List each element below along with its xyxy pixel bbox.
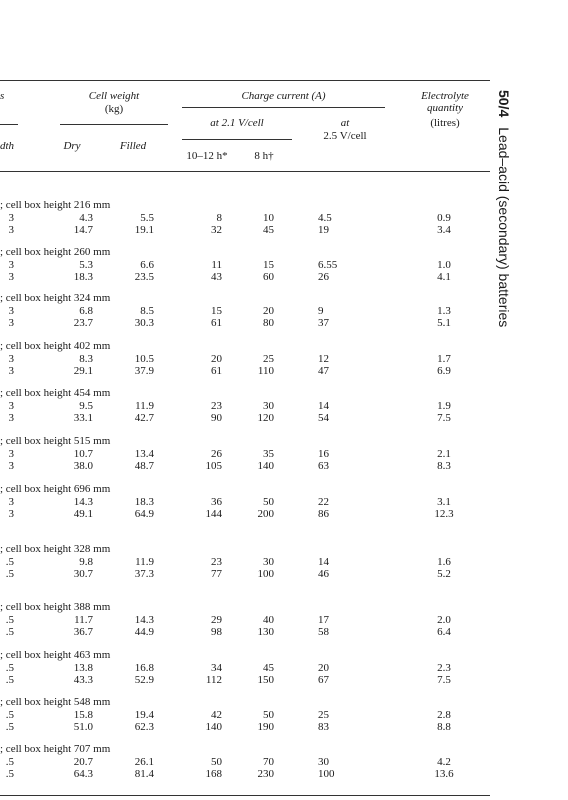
dry-weight: 33.1 [73, 412, 93, 424]
charge-25v: 6.55 [318, 259, 338, 271]
width-value: .5 [5, 756, 14, 768]
charge-8h: 45 [263, 662, 274, 674]
charge-8h: 50 [263, 709, 274, 721]
charge-25v: 47 [318, 365, 329, 377]
group-caption: ; cell box height 388 mm [0, 601, 111, 613]
charge-8h: 230 [257, 768, 274, 780]
charge-25v: 100 [318, 768, 335, 780]
electrolyte-litres: 13.6 [434, 768, 454, 780]
charge-25v: 86 [318, 508, 329, 520]
charge-10-12h: 61 [211, 365, 222, 377]
charge-10-12h: 11 [211, 259, 222, 271]
width-value: 3 [8, 448, 14, 460]
charge-10-12h: 23 [211, 556, 222, 568]
charge-25v: 12 [318, 353, 329, 365]
filled-weight: 18.3 [134, 496, 154, 508]
charge-8h: 100 [257, 568, 274, 580]
filled-weight: 19.1 [134, 224, 154, 236]
charge-8h: 120 [257, 412, 274, 424]
group-caption: ; cell box height 696 mm [0, 483, 111, 495]
hours-10-12-header: 10–12 h* [186, 150, 228, 162]
electrolyte-litres: 1.9 [437, 400, 451, 412]
electrolyte-quantity-header: quantity [426, 102, 464, 114]
page-number: 50/4 [496, 90, 512, 118]
electrolyte-litres: 1.3 [437, 305, 451, 317]
electrolyte-litres: 8.8 [437, 721, 451, 733]
dry-weight: 64.3 [73, 768, 93, 780]
filled-weight: 11.9 [135, 556, 154, 568]
charge-25v: 17 [318, 614, 329, 626]
group-caption: ; cell box height 260 mm [0, 246, 111, 258]
charge-10-12h: 43 [211, 271, 222, 283]
charge-current-header: Charge current (A) [241, 90, 326, 102]
charge-10-12h: 98 [211, 626, 222, 638]
truncated-header-top: s [0, 90, 5, 102]
width-value: .5 [5, 674, 14, 686]
group-caption: ; cell box height 548 mm [0, 696, 111, 708]
charge-25v: 67 [318, 674, 329, 686]
filled-weight: 6.6 [140, 259, 154, 271]
charge-8h: 80 [263, 317, 274, 329]
dry-weight: 15.8 [73, 709, 93, 721]
charge-10-12h: 168 [205, 768, 222, 780]
charge-25v: 58 [318, 626, 329, 638]
charge-8h: 20 [263, 305, 274, 317]
filled-weight: 26.1 [134, 756, 154, 768]
at-25-header-line2: 2.5 V/cell [323, 130, 367, 142]
charge-10-12h: 20 [211, 353, 222, 365]
charge-25v: 46 [318, 568, 329, 580]
filled-weight: 30.3 [134, 317, 154, 329]
filled-weight: 44.9 [134, 626, 154, 638]
dry-weight: 36.7 [73, 626, 93, 638]
electrolyte-header: Electrolyte [421, 90, 469, 102]
filled-weight: 81.4 [134, 768, 154, 780]
group-caption: ; cell box height 324 mm [0, 292, 111, 304]
charge-25v: 54 [318, 412, 329, 424]
charge-8h: 50 [263, 496, 274, 508]
charge-10-12h: 61 [211, 317, 222, 329]
charge-8h: 30 [263, 556, 274, 568]
bottom-rule [0, 795, 490, 796]
width-value: 3 [8, 224, 14, 236]
at-25-header-line1: at [340, 117, 350, 129]
group-caption: ; cell box height 707 mm [0, 743, 111, 755]
charge-8h: 15 [263, 259, 274, 271]
filled-weight: 10.5 [134, 353, 154, 365]
charge-10-12h: 112 [205, 674, 222, 686]
electrolyte-litres: 3.1 [437, 496, 451, 508]
dry-weight: 8.3 [79, 353, 93, 365]
dry-weight: 13.8 [73, 662, 93, 674]
charge-25v: 26 [318, 271, 329, 283]
electrolyte-litres: 5.1 [437, 317, 451, 329]
charge-8h: 45 [263, 224, 274, 236]
charge-10-12h: 15 [211, 305, 222, 317]
electrolyte-litres: 2.1 [437, 448, 451, 460]
hours-8-header: 8 h† [254, 150, 274, 162]
dry-weight: 4.3 [79, 212, 93, 224]
filled-weight: 62.3 [134, 721, 154, 733]
width-value: .5 [5, 568, 14, 580]
electrolyte-litres: 8.3 [437, 460, 451, 472]
width-value: .5 [5, 768, 14, 780]
dry-weight: 51.0 [73, 721, 93, 733]
charge-25v: 30 [318, 756, 329, 768]
width-value: 3 [8, 212, 14, 224]
width-value: 3 [8, 400, 14, 412]
width-value: 3 [8, 271, 14, 283]
filled-weight: 37.3 [134, 568, 154, 580]
electrolyte-unit: (litres) [430, 117, 460, 129]
charge-25v: 20 [318, 662, 329, 674]
charge-8h: 35 [263, 448, 274, 460]
dry-weight: 43.3 [73, 674, 93, 686]
charge-8h: 60 [263, 271, 274, 283]
dry-weight: 14.7 [73, 224, 93, 236]
at21-underline [182, 139, 292, 140]
charge-8h: 190 [257, 721, 274, 733]
width-value: 3 [8, 317, 14, 329]
width-value: .5 [5, 709, 14, 721]
filled-weight: 48.7 [134, 460, 154, 472]
width-value: .5 [5, 626, 14, 638]
electrolyte-litres: 12.3 [434, 508, 454, 520]
width-value: 3 [8, 353, 14, 365]
charge-8h: 40 [263, 614, 274, 626]
dry-weight: 10.7 [73, 448, 93, 460]
electrolyte-litres: 2.3 [437, 662, 451, 674]
charge-10-12h: 8 [216, 212, 222, 224]
width-value: .5 [5, 721, 14, 733]
electrolyte-litres: 1.0 [437, 259, 451, 271]
weight-underline [60, 124, 168, 125]
charge-8h: 70 [263, 756, 274, 768]
charge-10-12h: 144 [205, 508, 222, 520]
width-value: 3 [8, 305, 14, 317]
dry-weight: 20.7 [73, 756, 93, 768]
charge-8h: 10 [263, 212, 274, 224]
charge-10-12h: 42 [211, 709, 222, 721]
dry-weight: 30.7 [73, 568, 93, 580]
charge-8h: 110 [257, 365, 274, 377]
group-caption: ; cell box height 328 mm [0, 543, 111, 555]
width-value: .5 [5, 614, 14, 626]
dry-weight: 29.1 [73, 365, 93, 377]
filled-weight: 37.9 [134, 365, 154, 377]
chapter-title: Lead–acid (secondary) batteries [496, 127, 512, 328]
charge-25v: 4.5 [318, 212, 332, 224]
electrolyte-litres: 1.6 [437, 556, 451, 568]
charge-10-12h: 29 [211, 614, 222, 626]
electrolyte-litres: 5.2 [437, 568, 451, 580]
width-value: 3 [8, 460, 14, 472]
charge-25v: 16 [318, 448, 329, 460]
running-header [496, 90, 512, 327]
electrolyte-litres: 4.1 [437, 271, 451, 283]
electrolyte-litres: 2.0 [437, 614, 451, 626]
charge-25v: 37 [318, 317, 329, 329]
charge-10-12h: 105 [205, 460, 222, 472]
charge-10-12h: 140 [205, 721, 222, 733]
filled-weight: 23.5 [134, 271, 154, 283]
charge-25v: 25 [318, 709, 329, 721]
charge-8h: 200 [257, 508, 274, 520]
charge-25v: 19 [318, 224, 329, 236]
width-value: .5 [5, 556, 14, 568]
width-value: 3 [8, 412, 14, 424]
filled-weight: 64.9 [134, 508, 154, 520]
electrolyte-litres: 6.4 [437, 626, 451, 638]
electrolyte-litres: 7.5 [437, 674, 451, 686]
charge-10-12h: 36 [211, 496, 222, 508]
at-21-header: at 2.1 V/cell [210, 117, 264, 129]
dry-weight: 49.1 [73, 508, 93, 520]
left-header-underline [0, 124, 18, 125]
filled-weight: 16.8 [134, 662, 154, 674]
electrolyte-litres: 2.8 [437, 709, 451, 721]
electrolyte-litres: 3.4 [437, 224, 451, 236]
group-caption: ; cell box height 216 mm [0, 199, 111, 211]
truncated-header-sub: dth [0, 140, 15, 152]
width-value: 3 [8, 496, 14, 508]
charge-10-12h: 50 [211, 756, 222, 768]
electrolyte-litres: 7.5 [437, 412, 451, 424]
filled-weight: 19.4 [134, 709, 154, 721]
charge-10-12h: 77 [211, 568, 222, 580]
electrolyte-litres: 1.7 [437, 353, 451, 365]
dry-header: Dry [63, 140, 81, 152]
charge-25v: 83 [318, 721, 329, 733]
charge-10-12h: 32 [211, 224, 222, 236]
electrolyte-litres: 4.2 [437, 756, 451, 768]
charge-current-underline [182, 107, 385, 108]
cell-weight-header: Cell weight [88, 90, 140, 102]
charge-8h: 30 [263, 400, 274, 412]
charge-10-12h: 34 [211, 662, 222, 674]
charge-25v: 14 [318, 556, 329, 568]
dry-weight: 11.7 [74, 614, 93, 626]
width-value: 3 [8, 365, 14, 377]
dry-weight: 14.3 [73, 496, 93, 508]
charge-8h: 25 [263, 353, 274, 365]
charge-25v: 9 [318, 305, 324, 317]
dry-weight: 9.8 [79, 556, 93, 568]
filled-header: Filled [119, 140, 147, 152]
width-value: .5 [5, 662, 14, 674]
dry-weight: 9.5 [79, 400, 93, 412]
top-rule [0, 80, 490, 81]
filled-weight: 14.3 [134, 614, 154, 626]
filled-weight: 42.7 [134, 412, 154, 424]
charge-25v: 63 [318, 460, 329, 472]
filled-weight: 13.4 [134, 448, 154, 460]
charge-10-12h: 23 [211, 400, 222, 412]
charge-10-12h: 90 [211, 412, 222, 424]
group-caption: ; cell box height 463 mm [0, 649, 111, 661]
header-bottom-rule [0, 171, 490, 172]
dry-weight: 38.0 [73, 460, 93, 472]
dry-weight: 6.8 [79, 305, 93, 317]
width-value: 3 [8, 508, 14, 520]
cell-weight-unit: (kg) [104, 103, 124, 115]
charge-10-12h: 26 [211, 448, 222, 460]
group-caption: ; cell box height 402 mm [0, 340, 111, 352]
electrolyte-litres: 6.9 [437, 365, 451, 377]
group-caption: ; cell box height 454 mm [0, 387, 111, 399]
charge-25v: 14 [318, 400, 329, 412]
charge-8h: 130 [257, 626, 274, 638]
filled-weight: 5.5 [140, 212, 154, 224]
charge-8h: 150 [257, 674, 274, 686]
charge-25v: 22 [318, 496, 329, 508]
filled-weight: 11.9 [135, 400, 154, 412]
dry-weight: 18.3 [73, 271, 93, 283]
filled-weight: 52.9 [134, 674, 154, 686]
width-value: 3 [8, 259, 14, 271]
dry-weight: 5.3 [79, 259, 93, 271]
electrolyte-litres: 0.9 [437, 212, 451, 224]
group-caption: ; cell box height 515 mm [0, 435, 111, 447]
dry-weight: 23.7 [73, 317, 93, 329]
charge-8h: 140 [257, 460, 274, 472]
filled-weight: 8.5 [140, 305, 154, 317]
